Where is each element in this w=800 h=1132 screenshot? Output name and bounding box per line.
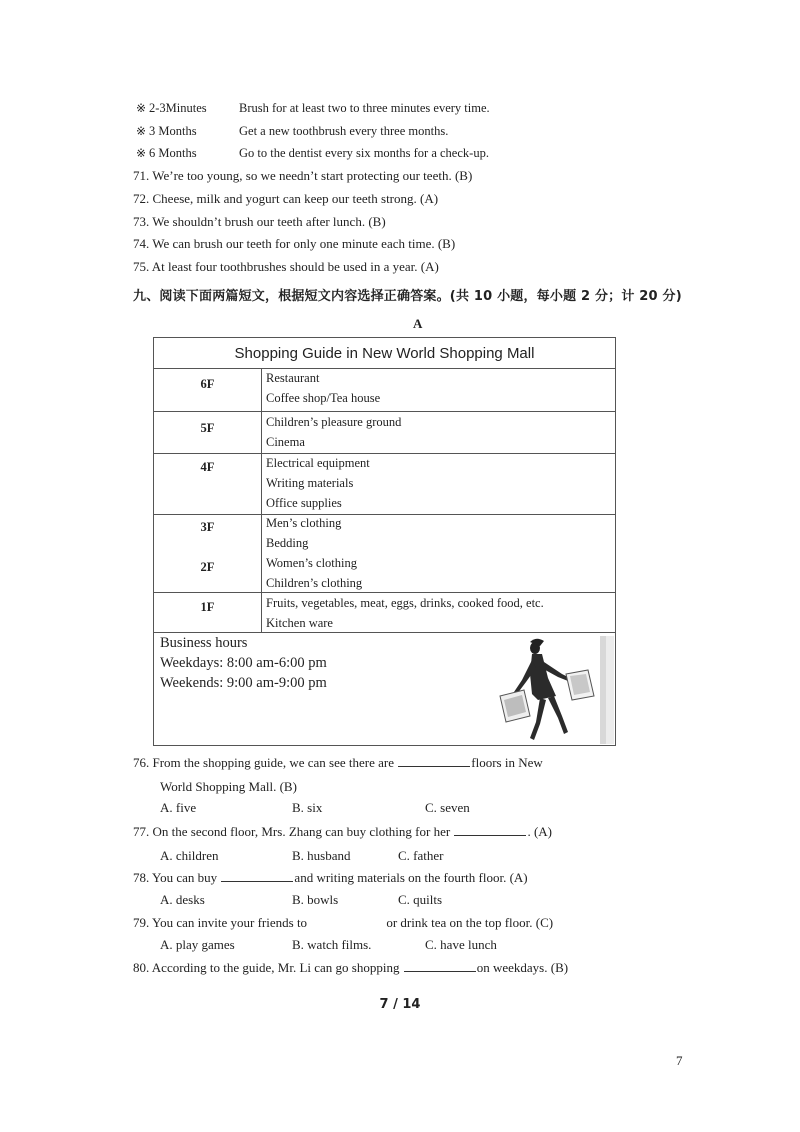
dept-item: Restaurant: [266, 371, 320, 385]
option-a: A. play games: [160, 937, 235, 952]
question-text: . (A): [527, 824, 552, 839]
question-text: According to the guide, Mr. Li can go shopping: [151, 960, 400, 975]
question-78: [133, 870, 528, 886]
option-b: B. watch films.: [292, 937, 372, 952]
question-text: floors in New: [471, 755, 543, 770]
dept-item: Cinema: [266, 435, 305, 449]
question-text: We’re too young, so we needn’t start protecting our teeth. (B): [152, 168, 473, 183]
question-number: 76.: [133, 755, 150, 770]
option-c: C. seven: [425, 800, 470, 815]
question-75: [133, 259, 439, 275]
question-text: or drink tea on the top floor. (C): [386, 915, 554, 930]
option-b: B. six: [292, 800, 323, 815]
question-number: 75.: [133, 259, 150, 274]
answer-blank: [398, 756, 470, 767]
question-76: [133, 755, 543, 771]
question-text: You can buy: [152, 870, 218, 885]
floor-5f: 5F: [200, 421, 215, 435]
option-a: A. desks: [160, 892, 205, 907]
option-c: C. quilts: [398, 892, 443, 907]
dept-item: Women’s clothing: [266, 556, 357, 570]
section-header: 九、阅读下面两篇短文，根据短文内容选择正确答案。(共 10 小题，每小题 2 分；计 20 分): [133, 289, 682, 304]
shopping-guide-table: [153, 337, 616, 746]
dept-item: Children’s pleasure ground: [266, 415, 402, 429]
dept-item: Men’s clothing: [266, 516, 342, 530]
option-c: C. have lunch: [425, 937, 497, 952]
tip-label: 2-3Minutes: [149, 101, 207, 115]
tip-label: 3 Months: [149, 124, 197, 138]
answer-blank: [404, 961, 476, 972]
dept-item: Kitchen ware: [266, 616, 333, 630]
question-71: [133, 168, 472, 184]
question-text-line2: World Shopping Mall. (B): [160, 779, 297, 794]
tip-mark: ※: [136, 101, 147, 115]
question-73: [133, 214, 386, 230]
question-number: 79.: [133, 915, 150, 930]
question-72: [133, 191, 438, 207]
question-text: Cheese, milk and yogurt can keep our teeth strong. (A): [152, 191, 439, 206]
tip-text: Brush for at least two to three minutes every time.: [239, 101, 490, 115]
tip-mark: ※: [136, 146, 147, 160]
floor-4f: 4F: [200, 460, 215, 474]
dept-item: Office supplies: [266, 496, 342, 510]
business-hours-title: Business hours: [160, 635, 248, 651]
weekdays-hours: Weekdays: 8:00 am-6:00 pm: [160, 655, 327, 671]
floor-6f: 6F: [200, 377, 215, 391]
question-79: [133, 915, 553, 931]
question-number: 77.: [133, 824, 150, 839]
question-text: On the second floor, Mrs. Zhang can buy clothing for her: [152, 824, 451, 839]
dept-item: Bedding: [266, 536, 309, 550]
dept-item: Children’s clothing: [266, 576, 363, 590]
guide-title: Shopping Guide in New World Shopping Mall: [234, 345, 535, 362]
dept-item: Electrical equipment: [266, 456, 370, 470]
page-number: 7 / 14: [379, 997, 421, 1012]
answer-blank: [221, 871, 293, 882]
option-a: A. five: [160, 800, 197, 815]
tip-mark: ※: [136, 124, 147, 138]
tip-label: 6 Months: [149, 146, 197, 160]
floor-3f: 3F: [200, 520, 215, 534]
floor-2f: 2F: [200, 560, 215, 574]
question-number: 78.: [133, 870, 150, 885]
question-text: At least four toothbrushes should be used in a year. (A): [151, 259, 439, 274]
option-c: C. father: [398, 848, 444, 863]
question-number: 72.: [133, 191, 150, 206]
question-number: 80.: [133, 960, 150, 975]
option-b: B. husband: [292, 848, 351, 863]
question-number: 73.: [133, 214, 150, 229]
corner-page-number: 7: [676, 1053, 683, 1068]
shopper-silhouette-icon: [492, 634, 616, 746]
weekends-hours: Weekends: 9:00 am-9:00 pm: [160, 675, 327, 691]
question-77: [133, 824, 552, 840]
dept-item: Coffee shop/Tea house: [266, 391, 381, 405]
floor-1f: 1F: [200, 600, 215, 614]
question-80: [133, 960, 568, 976]
tip-text: Go to the dentist every six months for a check-up.: [239, 146, 489, 160]
dept-item: Writing materials: [266, 476, 354, 490]
tip-text: Get a new toothbrush every three months.: [239, 124, 449, 138]
question-number: 74.: [133, 236, 150, 251]
question-text: on weekdays. (B): [476, 960, 569, 975]
question-text: We can brush our teeth for only one minute each time. (B): [152, 236, 456, 251]
option-a: A. children: [160, 848, 219, 863]
question-number: 71.: [133, 168, 150, 183]
question-text: We shouldn’t brush our teeth after lunch. (B): [152, 214, 386, 229]
dept-item: Fruits, vegetables, meat, eggs, drinks, cooked food, etc.: [266, 596, 544, 610]
question-text: From the shopping guide, we can see there are: [152, 755, 395, 770]
passage-label: A: [413, 316, 423, 331]
option-b: B. bowls: [292, 892, 339, 907]
answer-blank: [454, 825, 526, 836]
question-74: [133, 236, 455, 252]
question-text: and writing materials on the fourth floor. (A): [294, 870, 528, 885]
question-text: You can invite your friends to: [152, 915, 308, 930]
